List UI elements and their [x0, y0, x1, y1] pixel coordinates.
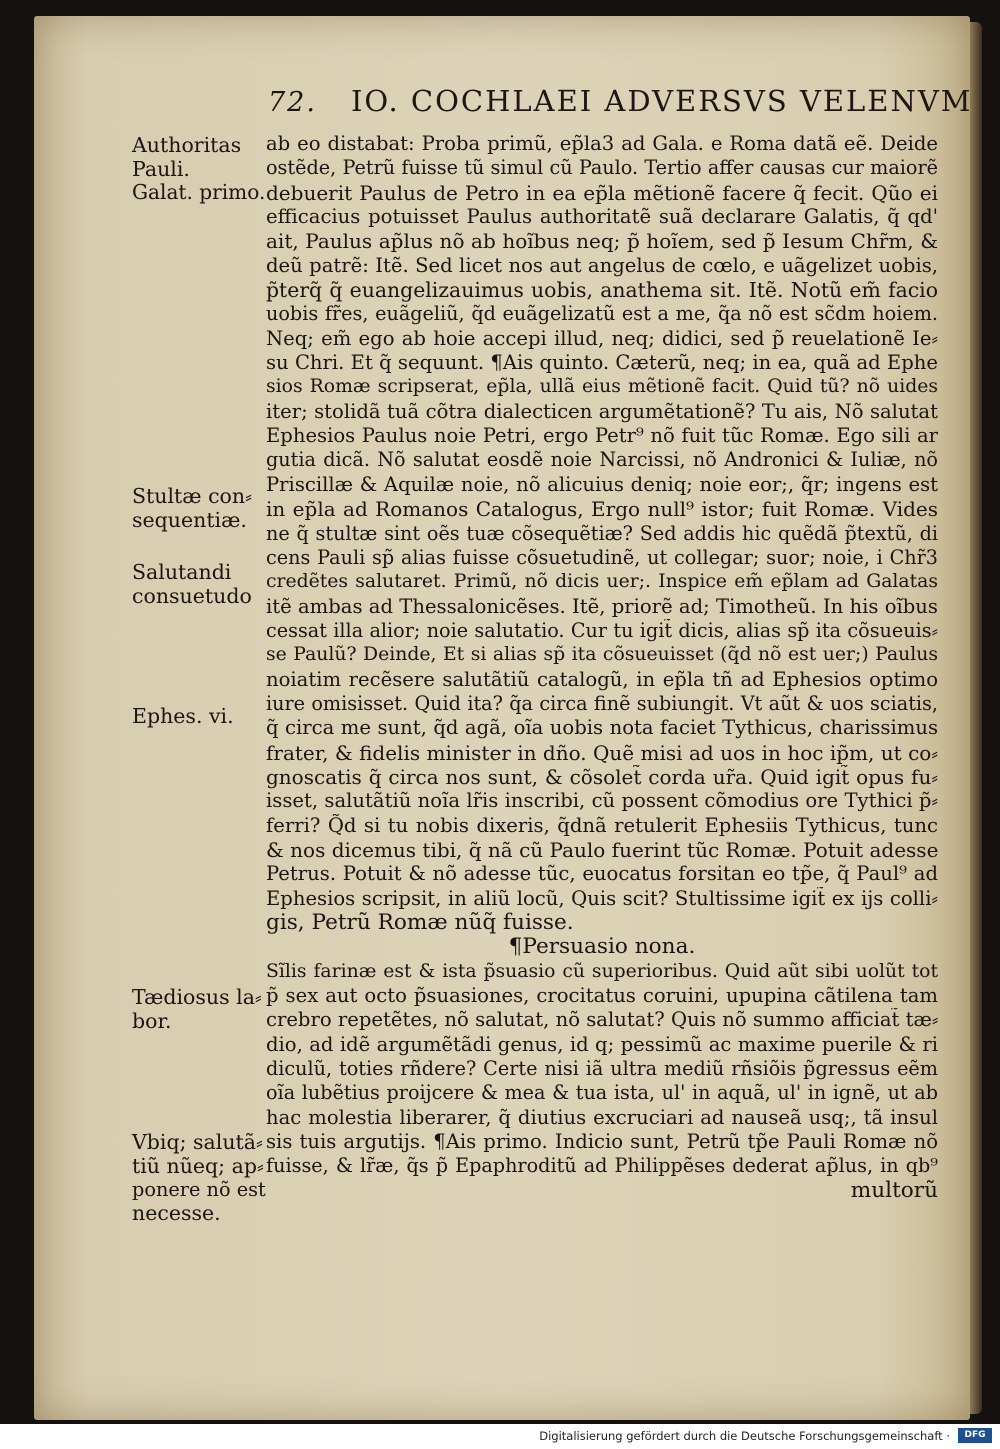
marginal-note-4 [132, 705, 267, 729]
text-line: debuerit Paulus de Petro in ea ep̃la mẽtionẽ facere q̃ fecit. Qũo ei [266, 180, 938, 205]
marginal-line: tiũ nũeq; ap⸗ [132, 1153, 264, 1178]
text-line: crebro repetẽtes, nõ salutat, nõ salutat? Quis nõ summo afficiat̃ tæ⸗ [266, 1008, 938, 1032]
marginal-line: Authoritas [132, 133, 242, 157]
text-line: Priscillæ & Aquilæ noie, nõ alicuius deniq; noie eor;, q̃r; ingens est [266, 472, 938, 496]
text-line: su Chri. Et q̃ sequunt. ¶Ais quinto. Cæterũ, neq; in ea, quã ad Ephe [266, 351, 938, 375]
text-line: efficacius potuisset Paulus authoritatẽ suã declarare Galatis, q̃ qd' [266, 205, 938, 229]
digitization-footer [0, 1424, 1000, 1449]
text-line: ab eo distabat: Proba primũ, ep̃la3 ad Gala. e Roma datã eẽ. Deide [266, 132, 938, 155]
text-line: hac molestia liberarer, q̃ diutius excruciari ad nauseã usq;, tã insul [266, 1105, 938, 1129]
text-line: dio, ad idẽ argumẽtãdi genus, id q; pessimũ ac maxime puerile & ri [266, 1032, 938, 1056]
text-line: uobis fr̃es, euãgeliũ, q̃d euãgelizatũ est a me, q̃a nõ est sc̃dm hoiem. [266, 302, 938, 326]
marginal-line: necesse. [132, 1200, 221, 1225]
marginal-line: sequentiæ. [132, 507, 247, 532]
text-line: p̃ sex aut octo p̃suasiones, crocitatus coruini, upupina cãtilena tam [266, 984, 938, 1008]
text-line: gis, Petrũ Romæ nũq̃ fuisse. [266, 911, 574, 935]
folio-number: 72. [268, 87, 317, 118]
marginal-note-5 [132, 986, 267, 1033]
text-line: credẽtes salutaret. Primũ, nõ dicis uer;. Inspice em̃ ep̃lam ad Galatas [266, 571, 938, 593]
marginal-note-1 [132, 134, 267, 205]
running-head [268, 84, 973, 118]
text-line: ferri? Q̃d si tu nobis dixeris, q̃dnã retulerit Ephesiis Tythicus, tunc [266, 813, 938, 837]
text-line: Ephesios scripsit, in aliũ locũ, Quis scit? Stultissime igit̃ ex ijs colli⸗ [266, 886, 938, 910]
section-heading: ¶Persuasio nona. [508, 935, 696, 960]
marginal-line: ponere nõ est [132, 1178, 266, 1201]
text-line: Ephesios Paulus noie Petri, ergo Petr⁹ nõ fuit tũc Romæ. Ego sili ar [266, 424, 938, 448]
footer-notice: Digitalisierung gefördert durch die Deutsche Forschungsgemeinschaft · [539, 1429, 950, 1443]
text-line: se Paulũ? Deinde, Et si alias sp̃ ita cõsueuisset (q̃d nõ est uer;) Paulus [266, 644, 938, 666]
marginal-line: Stultæ con⸗ [132, 484, 252, 508]
text-line: ostẽde, Petrũ fuisse tũ simul cũ Paulo. Tertio affer causas cur maiorẽ [266, 156, 938, 180]
marginal-line: Ephes. vi. [132, 704, 234, 728]
text-line: cessat illa alior; noie salutatio. Cur tu igit̃ dicis, alias sp̃ ita cõsueuis⸗ [266, 618, 938, 642]
text-line: sis tuis argutijs. ¶Ais primo. Indicio sunt, Petrũ tp̃e Pauli Romæ nõ [266, 1130, 938, 1154]
text-line: iure omisisset. Quid ita? q̃a circa finẽ subiungit. Vt aũt & uos sciatis, [266, 691, 938, 715]
text-line: gutia dicã. Nõ salutat eosdẽ noie Narcissi, nõ Andronici & Iuliæ, nõ [266, 448, 938, 472]
text-line: gnoscatis q̃ circa nos sunt, & cõsolet̃ corda ur̃a. Quid igit̃ opus fu⸗ [266, 764, 938, 789]
text-line: & nos dicemus tibi, q̃ nã cũ Paulo fuerint tũc Romæ. Potuit adesse [266, 837, 938, 862]
text-line: Sĩlis farinæ est & ista p̃suasio cũ superioribus. Quid aũt sibi uolũt tot [266, 960, 938, 982]
marginal-note-2 [132, 485, 267, 532]
running-title: IO. COCHLAEI ADVERSVS VELENVM [350, 84, 973, 118]
text-line: diculũ, toties rñdere? Certe nisi iã ultra mediũ rñsiõis p̃gressus eẽm [266, 1057, 938, 1081]
marginal-line: Galat. primo. [132, 180, 266, 204]
marginal-line: Tædiosus la⸗ [132, 985, 262, 1009]
text-line: isset, salutãtiũ noĩa lr̃is inscribi, cũ possent cõmodius ore Tythici p̃⸗ [266, 789, 938, 813]
text-line: ait, Paulus ap̃lus nõ ab hoĩbus neq; p̃ hoĩem, sed p̃ Iesum Chr̃m, & [266, 229, 938, 254]
text-line: sios Romæ scripserat, ep̃la, ullã eius mẽtionẽ facit. Quid tũ? nõ uides [266, 376, 938, 398]
text-line: ne q̃ stultæ sint oẽs tuæ cõsequẽtiæ? Sed addis hic quẽdã p̃textũ, di [266, 521, 938, 545]
text-line: oĩa lubẽtius proijcere & mea & tua ista, ul' in aquã, ul' in ignẽ, ut ab [266, 1081, 938, 1105]
text-line: itẽ ambas ad Thessalonicẽses. Itẽ, priorẽ ad; Timotheũ. In his oĩbus [266, 594, 938, 618]
marginal-line: Pauli. [132, 156, 190, 181]
text-line: in ep̃la ad Romanos Catalogus, Ergo null⁹ istor; fuit Romæ. Vides [266, 497, 938, 522]
text-line: fuisse, & lr̃æ, q̃s p̃ Epaphroditũ ad Philippẽses dederat ap̃lus, in qb⁹ [266, 1154, 938, 1178]
text-line: p̃terq̃ q̃ euangelizauimus uobis, anathema sit. Itẽ. Notũ em̃ facio [266, 278, 938, 303]
text-line: deũ patrẽ: Itẽ. Sed licet nos aut angelus de cœlo, e uãgelizet uobis, [266, 253, 938, 277]
marginal-line: Salutandi [132, 560, 232, 584]
marginal-line: bor. [132, 1008, 172, 1033]
text-line: Neq; em̃ ego ab hoie accepi illud, neq; didici, sed p̃ reuelationẽ Ie⸗ [266, 326, 938, 350]
text-line: q̃ circa me sunt, q̃d agã, oĩa uobis nota faciet Tythicus, charissimus [266, 716, 938, 740]
main-text-block [266, 132, 938, 1203]
marginal-note-6 [132, 1131, 267, 1225]
text-line: cens Pauli sp̃ alias fuisse cõsuetudinẽ, ut collegar; suor; noie, i Chr̃3 [266, 545, 938, 569]
text-line: noiatim recẽsere salutãtiũ catalogũ, in ep̃la tñ ad Ephesios optimo [266, 667, 938, 691]
catchword: multorũ [850, 1178, 938, 1203]
marginal-line: consuetudo [132, 583, 252, 608]
marginal-note-3 [132, 561, 267, 608]
dfg-logo: DFG [958, 1428, 992, 1443]
text-line: frater, & fidelis minister in dño. Quẽ misi ad uos in hoc ip̃m, ut co⸗ [266, 740, 938, 765]
text-line: iter; stolidã tuã cõtra dialecticen argumẽtationẽ? Tu ais, Nõ salutat [266, 399, 938, 423]
marginal-line: Vbiq; salutã⸗ [132, 1130, 263, 1154]
text-line: Petrus. Potuit & nõ adesse tũc, euocatus forsitan eo tp̃e, q̃ Paul⁹ ad [266, 862, 938, 886]
